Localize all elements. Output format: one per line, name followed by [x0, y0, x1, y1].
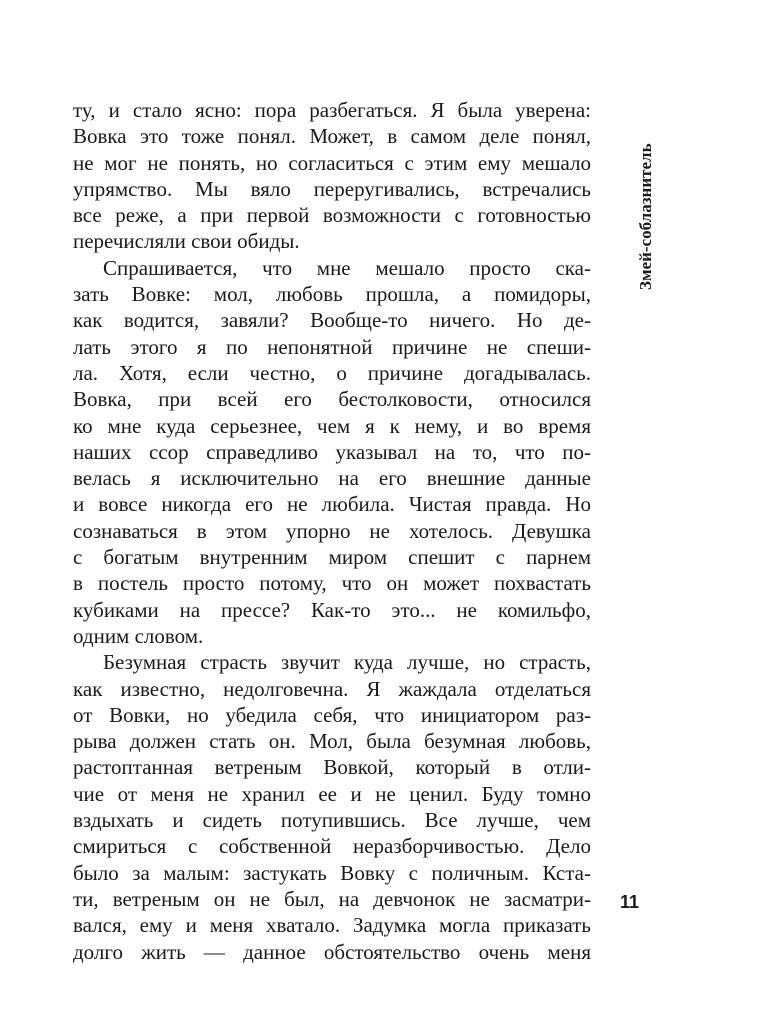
text-line: все реже, а при первой возможности с готовностью — [73, 203, 591, 228]
text-line: сознаваться в этом упорно не хотелось. Девушка — [73, 518, 591, 543]
text-line: велась я исключительно на его внешние данные — [73, 466, 591, 491]
text-line: вался, ему и меня хватало. Задумка могла приказать — [73, 913, 591, 938]
text-line: не мог не понять, но согласиться с этим ему мешало — [73, 150, 591, 175]
text-line: рыва должен стать он. Мол, была безумная любовь, — [73, 729, 591, 754]
paragraph — [73, 97, 591, 255]
text-line: долго жить — данное обстоятельство очень меня — [73, 939, 591, 964]
text-line: лать этого я по непонятной причине не спеши- — [73, 334, 591, 359]
text-line: смириться с собственной неразборчивостью. Дело — [73, 834, 591, 859]
text-line: кубиками на прессе? Как-то это... не комильфо, — [73, 597, 591, 622]
text-line: и вовсе никогда его не любила. Чистая правда. Но — [73, 492, 591, 517]
running-title: Змей-соблазнитель — [636, 143, 655, 290]
text-line: одним словом. — [73, 623, 204, 648]
text-line: ла. Хотя, если честно, о причине догадывалась. — [73, 360, 591, 385]
body-text — [73, 97, 591, 965]
text-line: ту, и стало ясно: пора разбегаться. Я была уверена: — [73, 98, 591, 122]
text-line: от Вовки, но убедила себя, что инициатором раз- — [73, 702, 591, 727]
text-line: растоптанная ветреным Вовкой, который в отли- — [73, 755, 591, 780]
text-line: вздыхать и сидеть потупившись. Все лучше, чем — [73, 808, 591, 833]
text-line: Вовка, при всей его бестолковости, относился — [73, 387, 591, 412]
text-line: зать Вовке: мол, любовь прошла, а помидоры, — [73, 282, 591, 307]
paragraph — [73, 255, 591, 649]
text-line: как известно, недолговечна. Я жаждала отделаться — [73, 676, 591, 701]
text-line: как водится, завяли? Вообще-то ничего. Но де- — [73, 308, 591, 333]
text-line: Вовка это тоже понял. Может, в самом деле понял, — [73, 124, 591, 149]
text-line: чие от меня не хранил ее и не ценил. Буду томно — [73, 781, 591, 806]
text-line: перечисляли свои обиды. — [73, 229, 300, 254]
text-line: наших ссор справедливо указывал на то, что по- — [73, 439, 591, 464]
paragraph — [73, 649, 591, 965]
text-line: Спрашивается, что мне мешало просто ска- — [103, 255, 591, 280]
text-line: с богатым внутренним миром спешит с парнем — [73, 545, 591, 570]
text-line: Безумная страсть звучит куда лучше, но страсть, — [103, 650, 591, 675]
text-line: упрямство. Мы вяло переругивались, встречались — [73, 176, 591, 201]
text-line: ти, ветреным он не был, на девчонок не засматри- — [73, 886, 591, 911]
page-number: 11 — [620, 892, 640, 912]
text-line: было за малым: застукать Вовку с поличным. Кста- — [73, 860, 591, 885]
text-line: ко мне куда серьезнее, чем я к нему, и во время — [73, 413, 591, 438]
text-line: в постель просто потому, что он может похвастать — [73, 571, 591, 596]
